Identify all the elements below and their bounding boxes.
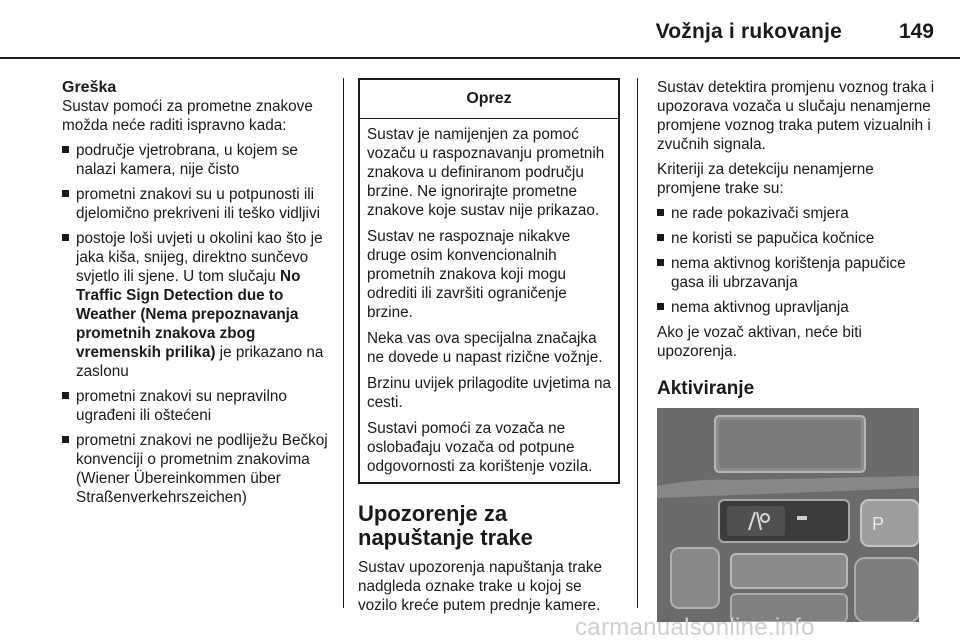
list-item: ne rade pokazivači smjera xyxy=(657,204,937,223)
list-item: ne koristi se papučica kočnice xyxy=(657,229,937,248)
section-heading-greska: Greška xyxy=(62,79,117,96)
bullet-icon xyxy=(62,190,69,197)
paragraph-criteria: Kriteriji za detekciju nenamjerne promjene trake su: xyxy=(657,161,874,197)
intro-text: Sustav pomoći za prometne znakove možda neće raditi ispravno kada: xyxy=(62,98,313,134)
page-header-title: Vožnja i rukovanje xyxy=(655,20,842,43)
list-item: prometni znakovi su nepravilno ugrađeni ili oštećeni xyxy=(62,387,334,425)
list-item: postoje loši uvjeti u okolini kao što je jaka kiša, snijeg, direktno sunčevo svjetlo ili sjene. U tom slučaju No Traffic Sign Detection due to Weather (Nema prepoznavanja prometnih znakova zbog vremenskih prilika) je prikazano na zaslonu xyxy=(62,229,334,381)
column-left xyxy=(62,78,334,513)
header-divider xyxy=(0,57,960,59)
criteria-list xyxy=(657,204,937,317)
caution-paragraph: Sustav ne raspoznaje nikakve druge osim konvencionalnih prometnih znakova koji mogu odrediti ili završiti ograničenje brzine. xyxy=(367,228,571,321)
dashboard-button-photo xyxy=(657,408,919,622)
watermark: carmanualsonline.info xyxy=(575,614,815,641)
caution-paragraph: Neka vas ova specijalna značajka ne dovede u napast rizične vožnje. xyxy=(367,330,603,366)
caution-box xyxy=(358,78,620,484)
list-item: nema aktivnog korištenja papučice gasa ili ubrzavanja xyxy=(657,254,937,292)
column-divider-2 xyxy=(637,78,638,608)
caution-title: Oprez xyxy=(360,80,618,119)
bullet-icon xyxy=(62,436,69,443)
column-divider-1 xyxy=(343,78,344,608)
page-number: 149 xyxy=(898,20,934,43)
paragraph-detection: Sustav detektira promjenu voznog traka i upozorava vozača u slučaju nenamjerne promjene voznog traka putem vizualnih i zvučnih signala. xyxy=(657,79,935,153)
column-right xyxy=(657,78,937,622)
bullet-icon xyxy=(62,234,69,241)
bullet-icon xyxy=(657,234,664,241)
caution-body xyxy=(360,119,618,482)
display-message: No Traffic Sign Detection due to Weather (Nema prepoznavanja prometnih znakova zbog vremenskih prilika) xyxy=(76,268,301,361)
dashboard-illustration xyxy=(657,408,919,622)
caution-paragraph: Brzinu uvijek prilagodite uvjetima na cesti. xyxy=(367,375,612,411)
column-middle xyxy=(358,78,622,621)
bullet-icon xyxy=(657,303,664,310)
park-assist-label: P xyxy=(872,514,885,534)
section-heading-aktiviranje: Aktiviranje xyxy=(657,378,755,399)
bullet-icon xyxy=(657,259,664,266)
list-item: prometni znakovi ne podliježu Bečkoj konvenciji o prometnim znakovima (Wiener Übereinkommen über Straßenverkehrszeichen) xyxy=(62,431,334,507)
paragraph-active-driver: Ako je vozač aktivan, neće biti upozorenja. xyxy=(657,324,862,360)
list-item: prometni znakovi su u potpunosti ili djelomično prekriveni ili teško vidljivi xyxy=(62,185,334,223)
bullet-icon xyxy=(62,392,69,399)
list-item: područje vjetrobrana, u kojem se nalazi kamera, nije čisto xyxy=(62,141,334,179)
bullet-icon xyxy=(657,209,664,216)
list-item: nema aktivnog upravljanja xyxy=(657,298,937,317)
fault-list xyxy=(62,141,334,507)
section-title-lane-departure: Upozorenje za napuštanje trake xyxy=(358,501,533,550)
lane-departure-text: Sustav upozorenja napuštanja trake nadgleda oznake trake u kojoj se vozilo kreće putem prednje kamere. xyxy=(358,559,603,614)
bullet-icon xyxy=(62,146,69,153)
caution-paragraph: Sustav je namijenjen za pomoć vozaču u raspoznavanju prometnih znakova u definiranom području brzine. Ne ignorirajte prometne znakove koje sustav nije prikazao. xyxy=(367,126,605,219)
caution-paragraph: Sustavi pomoći za vozača ne oslobađaju vozača od potpune odgovornosti za korištenje vozila. xyxy=(367,420,593,475)
